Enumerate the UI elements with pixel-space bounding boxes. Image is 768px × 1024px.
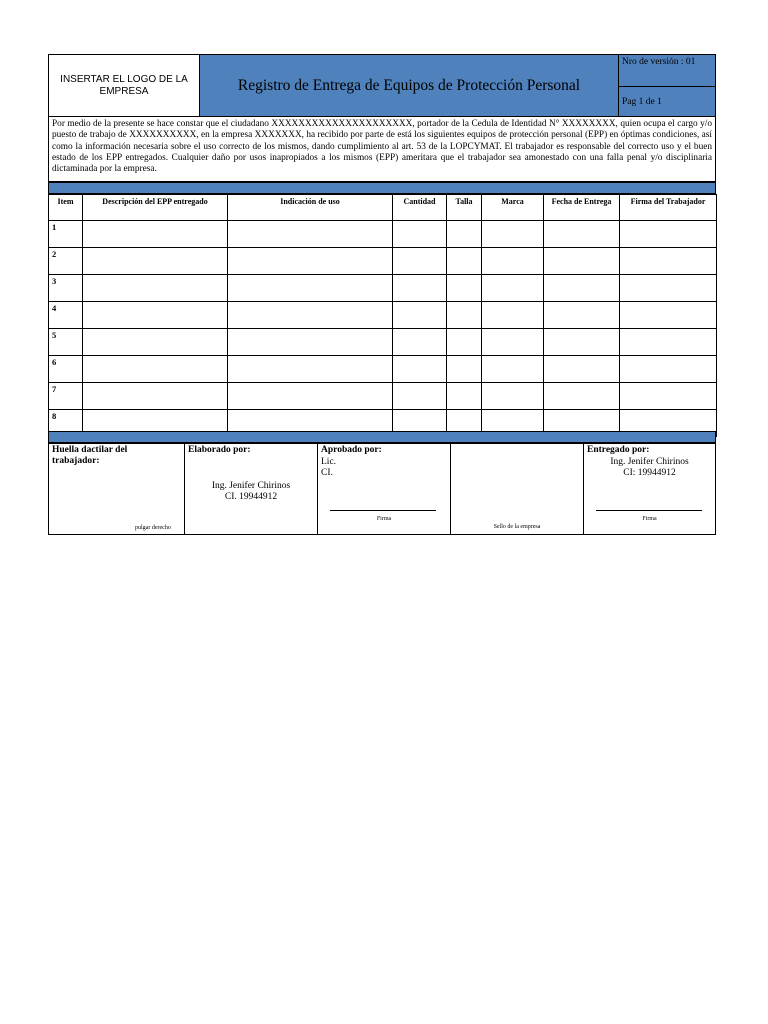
col-header-marca: Marca	[482, 195, 544, 221]
entry-cell[interactable]	[620, 383, 717, 410]
entry-cell[interactable]	[447, 329, 482, 356]
table-row	[49, 302, 717, 329]
table-row	[49, 383, 717, 410]
entry-cell[interactable]	[620, 248, 717, 275]
entry-cell[interactable]	[544, 356, 620, 383]
entry-cell[interactable]	[620, 221, 717, 248]
entry-cell[interactable]	[447, 221, 482, 248]
entry-cell[interactable]	[447, 248, 482, 275]
row-number: 3	[49, 275, 83, 302]
entry-cell[interactable]	[83, 221, 228, 248]
huella-cell	[48, 443, 185, 535]
entry-cell[interactable]	[482, 221, 544, 248]
sello-cell	[450, 443, 584, 535]
separator-band-top	[48, 182, 716, 194]
elaborado-name: Ing. Jenifer Chirinos	[211, 481, 291, 491]
entry-cell[interactable]	[228, 302, 393, 329]
col-header-item: Item	[49, 195, 83, 221]
entry-cell[interactable]	[83, 302, 228, 329]
entry-cell[interactable]	[482, 356, 544, 383]
entry-cell[interactable]	[393, 383, 447, 410]
table-row	[49, 329, 717, 356]
sello-label: Sello de la empresa	[493, 524, 541, 530]
entry-cell[interactable]	[393, 221, 447, 248]
entry-cell[interactable]	[482, 383, 544, 410]
row-number: 1	[49, 221, 83, 248]
col-header-fecha: Fecha de Entrega	[544, 195, 620, 221]
entry-cell[interactable]	[228, 248, 393, 275]
entry-cell[interactable]	[544, 383, 620, 410]
pulgar-label: pulgar derecho	[135, 525, 171, 531]
aprobado-cell	[317, 443, 451, 535]
col-header-cantidad: Cantidad	[393, 195, 447, 221]
aprobado-ci: CI.	[321, 468, 333, 478]
page-number-text: Pag 1 de 1	[622, 96, 662, 107]
entry-cell[interactable]	[228, 356, 393, 383]
row-number: 7	[49, 383, 83, 410]
entry-cell[interactable]	[482, 302, 544, 329]
row-number: 6	[49, 356, 83, 383]
entregado-signature-line	[596, 510, 702, 511]
entry-cell[interactable]	[83, 248, 228, 275]
entregado-firma-label: Firma	[642, 516, 657, 522]
entregado-label: Entregado por:	[587, 445, 650, 455]
entry-cell[interactable]	[83, 329, 228, 356]
row-number: 5	[49, 329, 83, 356]
elaborado-label: Elaborado por:	[188, 445, 251, 455]
entry-cell[interactable]	[620, 302, 717, 329]
entry-cell[interactable]	[228, 383, 393, 410]
entry-cell[interactable]	[447, 356, 482, 383]
entry-cell[interactable]	[393, 275, 447, 302]
separator-band-bottom	[48, 431, 716, 443]
entry-cell[interactable]	[482, 329, 544, 356]
aprobado-label: Aprobado por:	[321, 445, 382, 455]
page-number	[618, 86, 716, 117]
entry-cell[interactable]	[544, 329, 620, 356]
col-header-indicacion: Indicación de uso	[228, 195, 393, 221]
col-header-firma: Firma del Trabajador	[620, 195, 717, 221]
elaborado-cell	[184, 443, 318, 535]
entry-cell[interactable]	[544, 302, 620, 329]
col-header-talla: Talla	[447, 195, 482, 221]
table-row	[49, 275, 717, 302]
entry-cell[interactable]	[228, 329, 393, 356]
table-header-row	[49, 195, 717, 221]
entry-cell[interactable]	[447, 302, 482, 329]
aprobado-signature-line	[330, 510, 436, 511]
entregado-name: Ing. Jenifer Chirinos	[610, 457, 689, 467]
entry-cell[interactable]	[544, 275, 620, 302]
col-header-descripcion: Descripción del EPP entregado	[83, 195, 228, 221]
aprobado-lic: Lic.	[321, 457, 337, 467]
entry-cell[interactable]	[393, 248, 447, 275]
entry-cell[interactable]	[393, 356, 447, 383]
epp-table	[48, 194, 717, 437]
entry-cell[interactable]	[393, 329, 447, 356]
table-row	[49, 248, 717, 275]
entry-cell[interactable]	[393, 302, 447, 329]
row-number: 4	[49, 302, 83, 329]
entry-cell[interactable]	[83, 275, 228, 302]
page-title	[199, 54, 619, 117]
huella-label: Huella dactilar del trabajador:	[52, 445, 128, 466]
table-row	[49, 356, 717, 383]
entry-cell[interactable]	[228, 221, 393, 248]
entry-cell[interactable]	[447, 275, 482, 302]
logo-placeholder-text: INSERTAR EL LOGO DE LA EMPRESA	[60, 73, 188, 97]
entry-cell[interactable]	[228, 275, 393, 302]
entry-cell[interactable]	[482, 248, 544, 275]
entry-cell[interactable]	[482, 275, 544, 302]
entry-cell[interactable]	[544, 221, 620, 248]
intro-paragraph: Por medio de la presente se hace constar que el ciudadano XXXXXXXXXXXXXXXXXXXXX, portador de la Cedula de Identidad N° XXXXXXXX, quien ocupa el cargo y/o puesto de trabajo de XXXXXXXXXX, en la empresa XXXXXXX, ha recibido por parte de está los siguientes equipos de protección personal (EPP) en óptimas condiciones, así como la información necesaria sobre el uso correcto de los mismos, dando cumplimiento al art. 53 de la LOPCYMAT. El trabajador es responsable del correcto uso y el buen estado de los EPP entregados. Cualquier daño por usos inapropiados a los mismos (EPP) ameritara que el trabajador sea amonestado con una falla penal y/o disciplinaria dictaminada por la empresa.	[48, 117, 716, 182]
row-number: 2	[49, 248, 83, 275]
version-label: Nro de versión : 01	[618, 54, 716, 87]
entry-cell[interactable]	[620, 356, 717, 383]
aprobado-firma-label: Firma	[376, 516, 392, 522]
entry-cell[interactable]	[620, 275, 717, 302]
entry-cell[interactable]	[83, 383, 228, 410]
entregado-cell	[583, 443, 716, 535]
entry-cell[interactable]	[83, 356, 228, 383]
entregado-ci: CI: 19944912	[623, 468, 676, 478]
entry-cell[interactable]	[544, 248, 620, 275]
logo-placeholder	[48, 54, 200, 117]
page-title-text: Registro de Entrega de Equipos de Protección Personal	[237, 76, 581, 94]
table-row	[49, 221, 717, 248]
entry-cell[interactable]	[447, 383, 482, 410]
row-number: 8	[49, 410, 83, 437]
entry-cell[interactable]	[620, 329, 717, 356]
elaborado-ci: CI. 19944912	[224, 492, 278, 502]
